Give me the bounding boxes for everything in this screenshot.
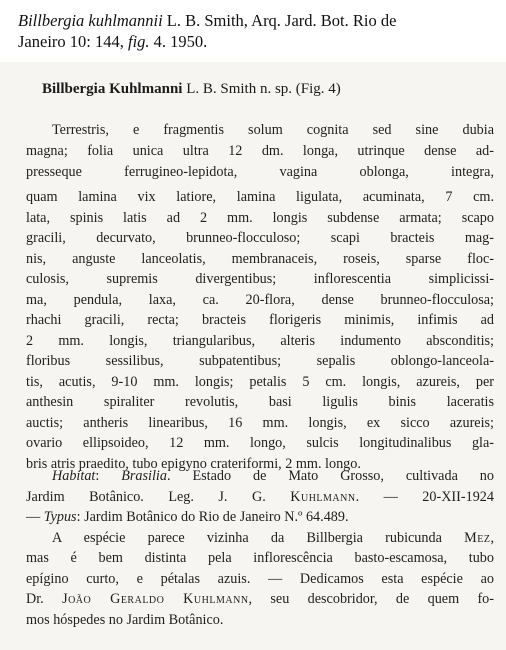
citation-taxon: Billbergia kuhlmannii [18, 11, 163, 30]
text-line: gracili, decurvato, brunneo-flocculoso; scapi bracteis mag- [26, 230, 494, 246]
author-mez: Mez [464, 529, 491, 546]
text-line: lata, spinis latis ad 2 mm. longis subdense armata; scapo [26, 209, 494, 226]
typus-label: Typus [43, 509, 77, 525]
habitat-line-1 [26, 466, 494, 487]
collector-name: Kuhlmann [290, 488, 356, 505]
comment-text-end: , seu descobridor, de quem fo- [248, 591, 495, 607]
text-line: tis, acutis, 9-10 mm. longis; petalis 5 cm. longis, azureis, per [26, 373, 494, 390]
text-line: auctis; antheris linearibus, 16 mm. longis, ex sicco azureis; [26, 414, 494, 431]
citation-volume: Janeiro 10: 144, [18, 32, 128, 51]
habitat-colon: : [95, 468, 122, 484]
text-line: ovario ellipsoideo, 12 mm. longo, sulcis longitudinalibus gla- [26, 435, 494, 451]
citation-line-2 [18, 31, 498, 52]
habitat-and-notes [26, 466, 494, 630]
typus-text: : Jardim Botânico do Rio de Janeiro N.º 64.489. [76, 509, 349, 525]
text-line: 2 mm. longis, triangularibus, alteris indumento absconditis; [26, 332, 494, 349]
species-name: Billbergia Kuhlmanni [42, 81, 183, 97]
text-line: quam lamina vix latiore, lamina ligulata, acuminata, 7 cm. [26, 189, 494, 205]
text-line: rhachi gracili, recta; bracteis florigeris minimis, infimis ad [26, 312, 494, 328]
comment-line-5: mos hóspedes no Jardim Botânico. [26, 611, 224, 628]
habitat-place: Brasilia [121, 468, 167, 484]
honoree-name: João Geraldo Kuhlmann [62, 591, 249, 607]
latin-description [26, 187, 494, 474]
typus-line [26, 507, 494, 528]
species-heading [42, 80, 482, 98]
comment-line-4 [26, 589, 494, 610]
citation-reference: L. B. Smith, Arq. Jard. Bot. Rio de [162, 11, 397, 30]
text-line: bris atris praedito, tubo epigyno crateriformi, 2 mm. longo. [26, 455, 361, 472]
collection-date: . — 20-XII-1924 [355, 488, 494, 505]
typus-dash: — [26, 509, 44, 525]
text-line: floribus sessilibus, subpatentibus; sepalis oblongo-lanceola- [26, 353, 494, 369]
text-line: anthesin spiraliter revolutis, basi ligulis binis laceratis [26, 394, 494, 410]
comment-line-2: mas é bem distinta pela inflorescência basto-escamosa, tubo [26, 550, 494, 566]
habitat-collector-prefix: Jardim Botânico. Leg. J. G. [26, 488, 291, 505]
comment-comma: , [490, 529, 494, 546]
text-line: ma, pendula, laxa, ca. 20-flora, dense brunneo-flocculosa; [26, 291, 494, 308]
comment-line-1 [26, 528, 494, 549]
habitat-label: Habitat [52, 468, 96, 484]
text-line: magna; folia unica ultra 12 dm. longa, utrinque dense ad- [26, 143, 494, 159]
comment-text: A espécie parece vizinha da Billbergia rubicunda [52, 529, 465, 546]
citation-year: 4. 1950. [149, 32, 208, 51]
text-line: culosis, supremis divergentibus; inflorescentia simplicissi- [26, 271, 494, 287]
citation-line-1 [18, 10, 498, 31]
comment-line-3: epígino curto, e pétalas azuis. — Dedicamos esta espécie ao [26, 570, 494, 587]
citation [18, 10, 498, 52]
habitat-line-2 [26, 487, 494, 508]
species-author: L. B. Smith n. sp. (Fig. 4) [186, 81, 341, 97]
latin-description-top [26, 120, 494, 183]
text-line: Terrestris, e fragmentis solum cognita sed sine dubia [52, 122, 494, 138]
text-line: nis, anguste lanceolatis, membranaceis, roseis, sparse floc- [26, 250, 494, 267]
text-line: presseque ferrugineo-lepidota, vagina oblonga, integra, [26, 164, 494, 180]
habitat-text: . Estado de Mato Grosso, cultivada no [166, 468, 494, 484]
comment-title: Dr. [26, 591, 63, 607]
citation-fig-label: fig. [127, 32, 150, 51]
